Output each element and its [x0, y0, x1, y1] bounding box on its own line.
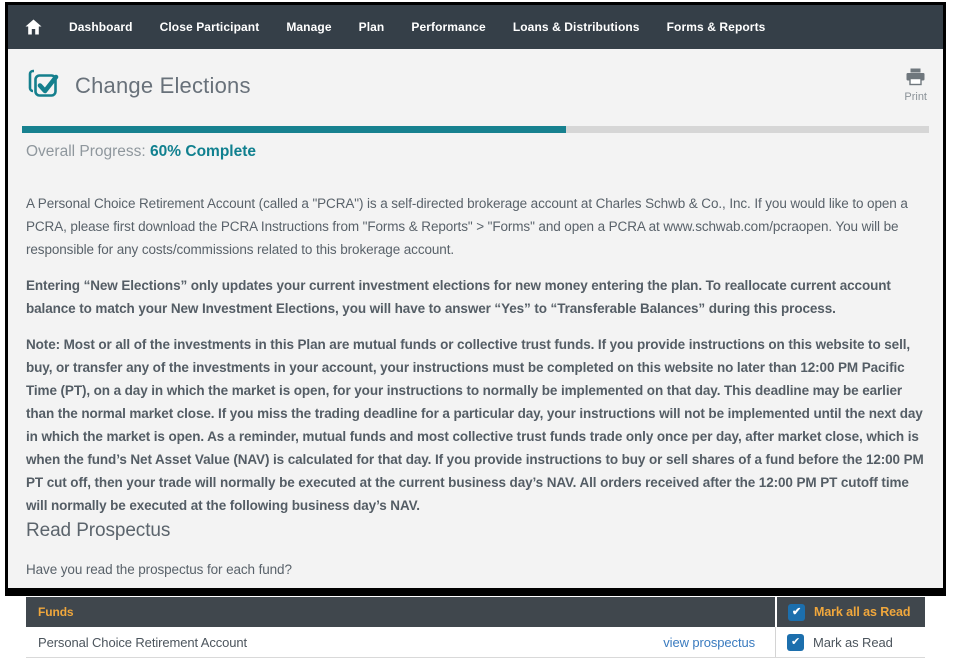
- progress-value: 60% Complete: [150, 143, 256, 160]
- nav-item-loans-distributions[interactable]: Loans & Distributions: [512, 20, 640, 34]
- mark-as-read-label: Mark as Read: [813, 634, 893, 650]
- print-button[interactable]: [904, 68, 927, 103]
- print-label: Print: [904, 91, 927, 103]
- progress-label: [22, 143, 929, 161]
- read-prospectus-heading: Read Prospectus: [26, 520, 171, 541]
- pcra-intro-paragraph: A Personal Choice Retirement Account (called a "PCRA") is a self-directed brokerage account at Charles Schwb & Co., Inc. If you would like to open a PCRA, please first download the PCRA Instructions from "Forms & Reports" > "Forms" and open a PCRA at www.schwab.com/pcraopen. You will be responsible for any costs/commissions related to this brokerage account.: [26, 196, 908, 257]
- nav-item-performance[interactable]: Performance: [411, 20, 486, 34]
- mark-all-checkbox[interactable]: ✔: [788, 604, 805, 621]
- app-window: [5, 2, 946, 650]
- funds-column-header: Funds: [38, 604, 74, 619]
- nav-item-close-participant[interactable]: Close Participant: [159, 20, 260, 34]
- fund-name: Personal Choice Retirement Account: [38, 634, 248, 650]
- home-icon[interactable]: [25, 19, 42, 35]
- progress-section: [8, 105, 943, 161]
- mark-as-read-cell: [775, 627, 925, 657]
- nav-item-dashboard[interactable]: Dashboard: [69, 20, 133, 34]
- mark-all-cell: [775, 597, 925, 627]
- progress-label-text: Overall Progress:: [26, 143, 146, 160]
- prospectus-question: Have you read the prospectus for each fund?: [26, 562, 292, 577]
- nav-item-plan[interactable]: Plan: [358, 20, 385, 34]
- main-content: [8, 161, 943, 658]
- page-title: Change Elections: [75, 72, 251, 98]
- progress-bar-fill: [22, 126, 566, 133]
- print-icon: [906, 72, 925, 89]
- nav-item-forms-reports[interactable]: Forms & Reports: [666, 20, 766, 34]
- mark-as-read-checkbox[interactable]: ✔: [787, 634, 804, 651]
- progress-bar-track: [22, 126, 929, 133]
- nav-item-manage[interactable]: Manage: [286, 20, 332, 34]
- mark-all-label: Mark all as Read: [814, 604, 911, 619]
- top-nav: [8, 5, 943, 49]
- page-header: [8, 49, 943, 105]
- funds-table-header: [26, 597, 925, 627]
- view-prospectus-link[interactable]: view prospectus: [663, 634, 755, 650]
- new-elections-paragraph: Entering “New Elections” only updates your current investment elections for new money entering the plan. To reallocate current account balance to match your New Investment Elections, you will have to answer “Yes” to “Transferable Balances” during this process.: [26, 278, 891, 316]
- trading-note-paragraph: Note: Most or all of the investments in this Plan are mutual funds or collective trust funds. If you provide instructions on this website to sell, buy, or transfer any of the investments in your account, your instructions must be completed on this website no later than 12:00 PM Pacific Time (PT), on a day in which the market is open, for your instructions to normally be implemented on that day. This deadline may be earlier than the normal market close. If you miss the trading deadline for a particular day, your instructions will not be implemented until the next day in which the market is open. As a reminder, mutual funds and most collective trust funds trade only once per day, after market close, which is when the fund’s Net Asset Value (NAV) is calculated for that day. If you provide instructions to buy or sell shares of a fund before the 12:00 PM PT cut off, then your trade will normally be executed at the current business day’s NAV. All orders received after the 12:00 PM PT cutoff time will normally be executed at the following business day’s NAV.: [26, 337, 924, 513]
- change-elections-icon: [26, 66, 60, 105]
- funds-table: [26, 597, 925, 658]
- table-row: [26, 627, 925, 658]
